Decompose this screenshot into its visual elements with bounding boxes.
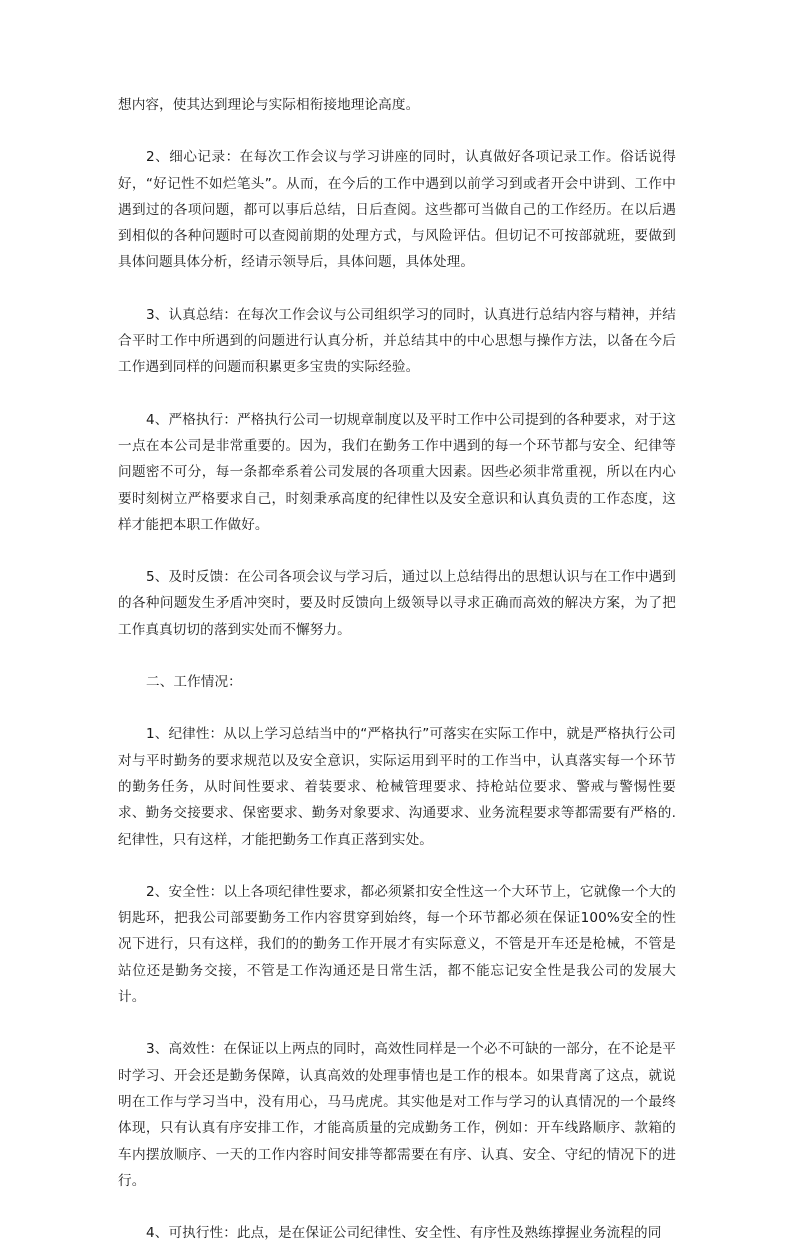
paragraph-spacer <box>118 695 676 721</box>
paragraph-strict-execution: 4、严格执行：严格执行公司一切规章制度以及平时工作中公司提到的各种要求，对于这一点在本公司是非常重要的。因为，我们在勤务工作中遇到的每一个环节都与安全、纪律等问题密不可分，每一条都牵系着公司发展的各项重大因素。因些必须非常重视，所以在内心要时刻树立严格要求自己，时刻秉承高度的纪律性以及安全意识和认真负责的工作态度，这样才能把本职工作做好。 <box>118 411 676 533</box>
paragraph-intro-continuation: 想内容，使其达到理论与实际相衔接地理论高度。 <box>118 97 420 113</box>
paragraph-spacer <box>118 538 676 564</box>
paragraph-spacer <box>118 853 676 879</box>
document-page <box>118 92 676 1246</box>
paragraph-spacer <box>118 118 676 144</box>
paragraph-executability: 4、可执行性：此点，是在保证公司纪律性、安全性、有序性及熟练撑握业务流程的同 <box>146 1225 662 1242</box>
paragraph-spacer <box>118 381 676 407</box>
paragraph-careful-recording: 2、细心记录：在每次工作会议与学习讲座的同时，认真做好各项记录工作。俗话说得好，“好记性不如烂笔头”。从而，在今后的工作中遇到以前学习到或者开会中讲到、工作中遇到过的各项问题，都可以事后总结，日后查阅。这些都可当做自己的工作经历。在以后遇到相似的各种问题时可以查阅前期的处理方式，与风险评估。但切记不可按部就班，要做到具体问题具体分析，经请示领导后，具体问题，具体处理。 <box>118 149 676 271</box>
paragraph-spacer <box>118 276 676 302</box>
paragraph-spacer <box>118 1010 676 1036</box>
paragraph-serious-summary: 3、认真总结：在每次工作会议与公司组织学习的同时，认真进行总结内容与精神，并结合平时工作中所遇到的问题进行认真分析，并总结其中的中心思想与操作方法，以备在今后工作遇到同样的问题而积累更多宝贵的实际经验。 <box>118 306 676 376</box>
section-heading-work-situation: 二、工作情况： <box>146 674 242 691</box>
paragraph-spacer <box>118 643 676 669</box>
paragraph-safety: 2、安全性：以上各项纪律性要求，都必须紧扣安全性这一个大环节上，它就像一个大的钥匙环，把我公司部要勤务工作内容贯穿到始终，每一个环节都必须在保证100%安全的性况下进行，只有这样，我们的的勤务工作开展才有实际意义，不管是开车还是枪械，不管是站位还是勤务交接，不管是工作沟通还是日常生活，都不能忘记安全性是我公司的发展大计。 <box>118 883 676 1006</box>
paragraph-timely-feedback: 5、及时反馈：在公司各项会议与学习后，通过以上总结得出的思想认识与在工作中遇到的各种问题发生矛盾冲突时，要及时反馈向上级领导以寻求正确而高效的解决方案，为了把工作真真切切的落到实处而不懈努力。 <box>118 569 676 638</box>
paragraph-efficiency: 3、高效性：在保证以上两点的同时，高效性同样是一个必不可缺的一部分，在不论是平时学习、开会还是勤务保障，认真高效的处理事情也是工作的根本。如果背离了这点，就说明在工作与学习当中，没有用心，马马虎虎。其实他是对工作与学习的认真情况的一个最终体现，只有认真有序安排工作，才能高质量的完成勤务工作，例如：开车线路顺序、款箱的车内摆放顺序、一天的工作内容时间安排等都需要在有序、认真、安全、守纪的情况下的进行。 <box>118 1041 676 1189</box>
paragraph-discipline: 1、纪律性：从以上学习总结当中的“严格执行”可落实在实际工作中，就是严格执行公司对与平时勤务的要求规范以及安全意识，实际运用到平时的工作当中，认真落实每一个环节的勤务任务，从时间性要求、着装要求、枪械管理要求、持枪站位要求、警戒与警惕性要求、勤务交接要求、保密要求、勤务对象要求、沟通要求、业务流程要求等都需要有严格的.纪律性，只有这样，才能把勤务工作真正落到实处。 <box>118 726 676 848</box>
paragraph-spacer <box>118 1194 676 1220</box>
